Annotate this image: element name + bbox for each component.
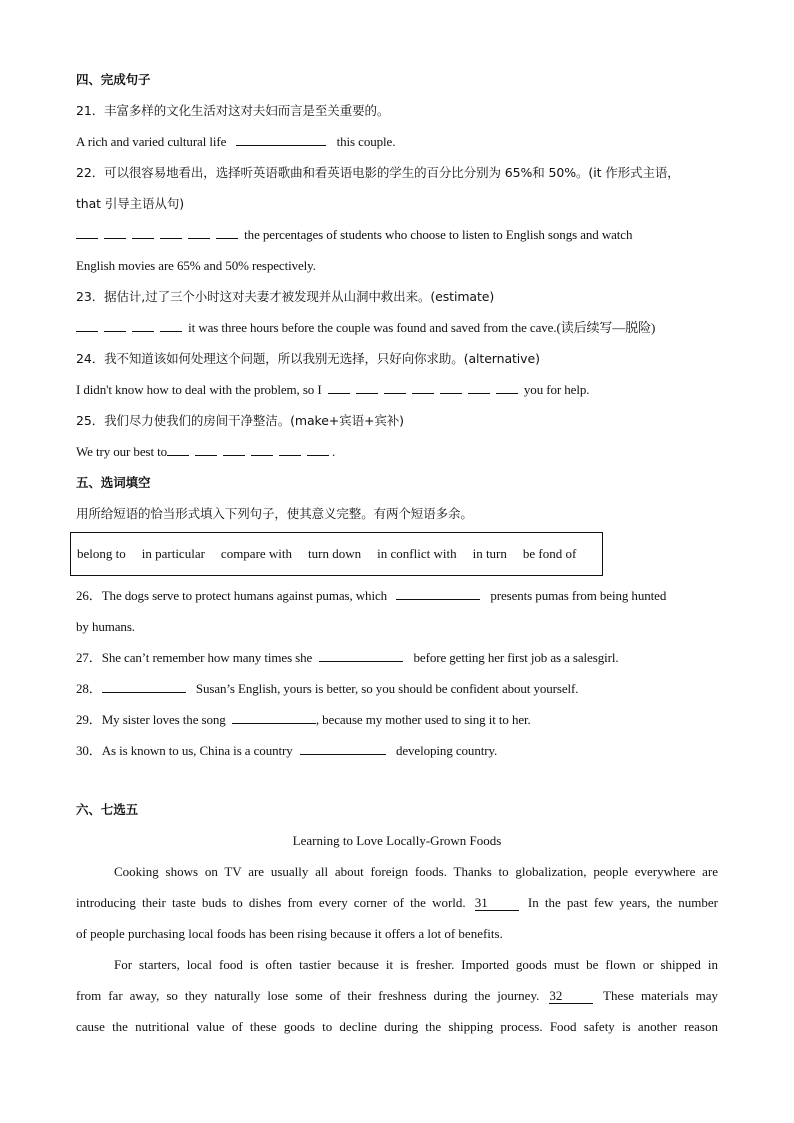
q24-chinese: 24．我不知道该如何处理这个问题，所以我别无选择，只好向你求助。(alternative) <box>76 351 540 366</box>
passage-p2-line1: For starters, local food is often tastier because it is fresher. Imported goods must be flown or shipped in <box>114 957 718 972</box>
answer-blank[interactable] <box>132 224 154 239</box>
spacer <box>76 766 718 794</box>
answer-blank[interactable] <box>328 379 350 394</box>
q22-english-line1: the percentages of students who choose to listen to English songs and watch <box>76 219 718 250</box>
answer-blank[interactable] <box>396 585 480 600</box>
answer-blank[interactable] <box>102 678 186 693</box>
answer-blank[interactable] <box>356 379 378 394</box>
passage-p1-line1: Cooking shows on TV are usually all about foreign foods. Thanks to globalization, people everywhere are <box>114 864 718 879</box>
answer-blank[interactable] <box>160 317 182 332</box>
answer-blank[interactable] <box>319 647 403 662</box>
passage-p2-line2: from far away, so they naturally lose some of their freshness during the journey. 32 These materials may <box>76 988 718 1003</box>
answer-blank[interactable] <box>440 379 462 394</box>
section-heading-6: 六、七选五 <box>76 802 139 817</box>
q29-line: 29．My sister loves the song , because my mother used to sing it to her. <box>76 704 718 735</box>
answer-blank[interactable] <box>195 441 217 456</box>
phrase-item: be fond of <box>522 546 577 561</box>
document-page <box>76 64 718 1042</box>
q26-line2: by humans. <box>76 619 135 634</box>
phrase-item: compare with <box>220 546 293 561</box>
answer-blank[interactable] <box>223 441 245 456</box>
q21-english: A rich and varied cultural life this couple. <box>76 126 718 157</box>
q23-english: it was three hours before the couple was found and saved from the cave.(读后续写—脱险) <box>76 312 718 343</box>
answer-blank[interactable] <box>167 441 189 456</box>
answer-blank[interactable] <box>76 224 98 239</box>
q23-chinese: 23．据估计,过了三个小时这对夫妻才被发现并从山洞中救出来。(estimate) <box>76 289 495 304</box>
q25-english: We try our best to . <box>76 436 718 467</box>
q24-english: I didn't know how to deal with the problem, so I you for help. <box>76 374 718 405</box>
passage-p2-line3: cause the nutritional value of these goods to decline during the shipping process. Food safety is another reason <box>76 1019 718 1034</box>
phrase-item: belong to <box>77 546 126 561</box>
answer-blank[interactable] <box>300 740 386 755</box>
phrase-item: in particular <box>141 546 205 561</box>
answer-blank[interactable] <box>132 317 154 332</box>
answer-blank[interactable] <box>496 379 518 394</box>
q30-line: 30．As is known to us, China is a country developing country. <box>76 735 718 766</box>
section-heading-4: 四、完成句子 <box>76 72 151 87</box>
q22-chinese-line1: 22．可以很容易地看出，选择听英语歌曲和看英语电影的学生的百分比分别为 65%和 50%。(it 作形式主语， <box>76 165 680 180</box>
q26-line1: 26．The dogs serve to protect humans against pumas, which presents pumas from being hunted <box>76 580 718 611</box>
q25-chinese: 25．我们尽力使我们的房间干净整洁。(make+宾语+宾补) <box>76 413 404 428</box>
answer-blank[interactable] <box>232 709 316 724</box>
phrase-item: turn down <box>308 546 362 561</box>
q28-line: 28． Susan’s English, yours is better, so you should be confident about yourself. <box>76 673 718 704</box>
q27-line: 27．She can’t remember how many times she before getting her first job as a salesgirl. <box>76 642 718 673</box>
answer-blank[interactable] <box>216 224 238 239</box>
answer-blank[interactable] <box>384 379 406 394</box>
answer-blank[interactable] <box>236 131 326 146</box>
answer-blank[interactable] <box>104 224 126 239</box>
answer-blank[interactable] <box>188 224 210 239</box>
answer-blank[interactable] <box>251 441 273 456</box>
blank-31[interactable]: 31 <box>475 896 519 911</box>
q22-english-line2: English movies are 65% and 50% respectively. <box>76 258 316 273</box>
answer-blank[interactable] <box>279 441 301 456</box>
phrase-bank-box <box>70 532 603 576</box>
answer-blank[interactable] <box>468 379 490 394</box>
blank-32[interactable]: 32 <box>549 989 593 1004</box>
answer-blank[interactable] <box>104 317 126 332</box>
answer-blank[interactable] <box>412 379 434 394</box>
answer-blank[interactable] <box>160 224 182 239</box>
q22-chinese-line2: that 引导主语从句) <box>76 196 185 211</box>
passage-p1-line2: introducing their taste buds to dishes from every corner of the world. 31 In the past few years, the number <box>76 895 719 910</box>
phrase-item: in turn <box>472 546 507 561</box>
passage-p1-line3: of people purchasing local foods has been rising because it offers a lot of benefits. <box>76 926 503 941</box>
passage-title: Learning to Love Locally-Grown Foods <box>292 833 502 848</box>
q21-chinese: 21．丰富多样的文化生活对这对夫妇而言是至关重要的。 <box>76 103 390 118</box>
phrase-item: in conflict with <box>377 546 457 561</box>
answer-blank[interactable] <box>307 441 329 456</box>
section5-instruction: 用所给短语的恰当形式填入下列句子，使其意义完整。有两个短语多余。 <box>76 506 473 521</box>
answer-blank[interactable] <box>76 317 98 332</box>
section-heading-5: 五、选词填空 <box>76 475 151 490</box>
